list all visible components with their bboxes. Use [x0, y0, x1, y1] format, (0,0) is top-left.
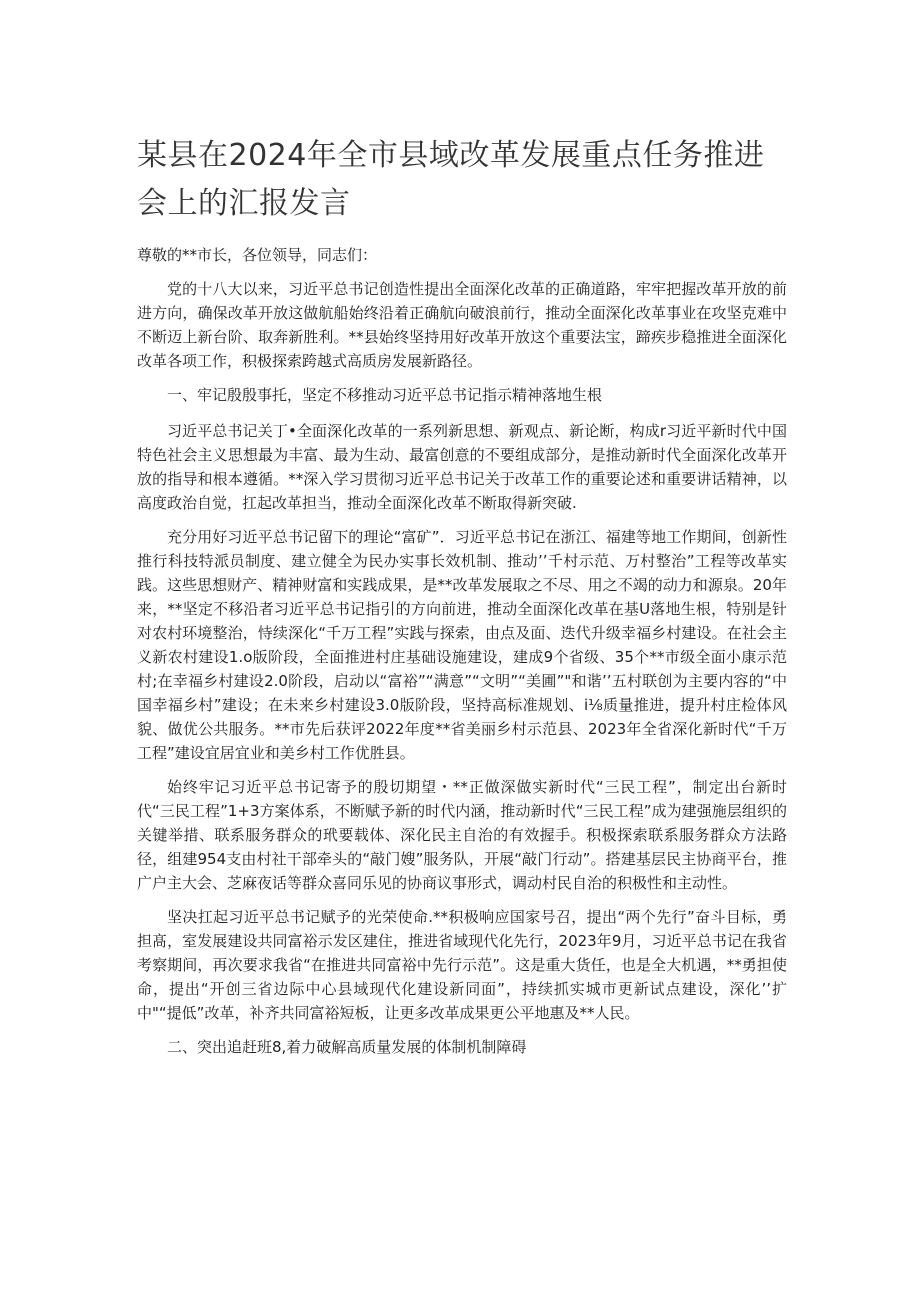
paragraph: 始终牢记习近平总书记寄予的殷切期望・**正做深做实新时代“三民工程”，制定出台新时代“三民工程”1+3方案体系，不断赋予新的时代内涵，推动新时代“三民工程”成为建强施层组织的关键举措、联系服务群众的玳要载体、深化民主自治的有效握手。积极探索联系服务群众方法路径，组建954支由村社干部牵头的“敲门嫂”服务队，开展“敲门行动”。搭建基层民主协商平台，推广户主大会、芝麻夜话等群众喜同乐见的协商议事形式，调动村民自治的积极性和主动性。: [137, 778, 787, 892]
document-title: 某县在2024年全市县域改革发展重点任务推进会上的汇报发言: [137, 138, 765, 221]
section-heading-2: 二、突出追赶班8,着力破解高质量发展的体制机制障碍: [167, 1038, 527, 1056]
paragraph: 习近平总书记关丁•全面深化改革的一系列新思想、新观点、新论断，构成r习近平新时代中国特色社会主义思想最为丰富、最为生动、最富创意的不要组成部分，是推动新时代全面深化改革开放的指导和根本遵循。**深入学习贯彻习近平总书记关于改革工作的重要论述和重要讲话精神，以高度政治自觉，扛起改革担当，推动全面深化改革不断取得新突破.: [137, 422, 787, 512]
document-body: [137, 277, 787, 1071]
section-heading-1: 一、牢记殷殷事托，坚定不移推动习近平总书记指示精神落地生根: [167, 386, 603, 404]
paragraph: 充分用好习近平总书记留下的理论“富矿”．习近平总书记在浙江、福建等地工作期间，创新性推行科技特派员制度、建立健全为民办实事长效机制、推动’’千村示范、万村整治”工程等改革实践。这些思想财产、精神财富和实践成果，是**改革发展取之不尽、用之不竭的动力和源泉。20年来，**坚定不移沿者习近平总书记指引的方向前进，推动全面深化改革在基U落地生根，特别是针对农村环境整治，恃续深化“千万工程”实践与探索，由点及面、迭代升级幸福乡村建设。在社会主义新农村建设1.o版阶段，全面推进村庄基础设施建设，建成9个省级、35个**市级全面小康示范村;在幸福乡村建设2.0阶段，启动以“富裕”“满意”“文明”“美圃”"和谐’’五村联创为主要内容的“中国幸福乡村”建设；在未来乡村建设3.0版阶段，坚持高标准规划、i⅛质量推进，提升村庄检体风貌、做优公共服务。**市先后获评2022年度**省美丽乡村示范县、2023年全省深化新时代“千万工程”建设宜居宜业和美乡村工作优胜县。: [137, 528, 787, 762]
salutation: 尊敬的**市长，各位领导，同志们：: [137, 246, 378, 264]
paragraph: 坚决扛起习近平总书记赋予的光荣使命.**积极响应国家号召，提出“两个先行”奋斗目标，勇担髙，室发展建设共同富裕示发区建住，推进省域现代化先行，2023年9月，习近平总书记在我省考察期间，再次要求我省“在推进共同富裕中先行示范”。这是重大货任，也是全大机遇，**勇担使命，提出“开创三省边际中心县域现代化建设新同面”，持续抓实城市更新试点建设，深化’’扩中"“提低”改革，补齐共同富裕短板，让更多改革成果更公平地惠及**人民。: [137, 908, 787, 1022]
paragraph-intro: 党的十八大以来，习近平总书记创造性提出全面深化改革的正确道路，牢牢把握改革开放的前进方向，确保改革开放这做航船始终沿着正确航向破浪前行，推动全面深化改革事业在攻坚克难中不断迈上新台阶、取奔新胜利。**县始终坚持用好改革开放这个重要法宝，蹄疾步稳推进全面深化改革各项工作，积极探索跨越式高质房发展新路径。: [137, 280, 787, 370]
